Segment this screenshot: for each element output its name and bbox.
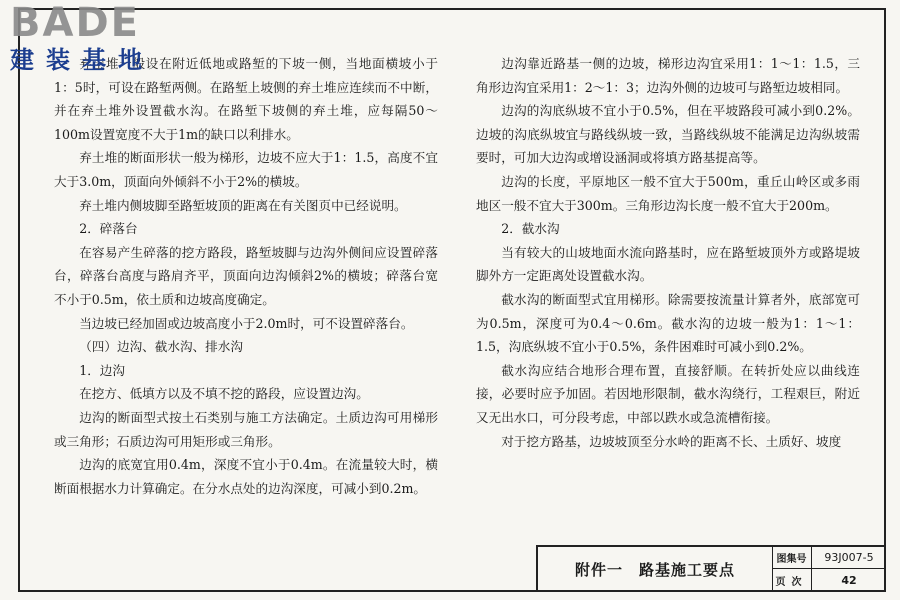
left-text-column <box>54 52 438 500</box>
paragraph: 边沟的底宽宜用0.4m，深度不宜小于0.4m。在流量较大时，横断面根据水力计算确定。在分水点处的边沟深度，可减小到0.2m。 <box>54 457 438 496</box>
paragraph: 在挖方、低填方以及不填不挖的路段，应设置边沟。 <box>79 386 369 402</box>
paragraph: 在容易产生碎落的挖方路段，路堑坡脚与边沟外侧间应设置碎落台，碎落台高度与路肩齐平，顶面向边沟倾斜2%的横坡；碎落台宽不小于0.5m，依土质和边坡高度确定。 <box>54 244 438 307</box>
paragraph: 边沟靠近路基一侧的边坡，梯形边沟宜采用1：1～1：1.5，三角形边沟宜采用1：2～1：3；边沟外侧的边坡可与路堑边坡相同。 <box>476 56 860 95</box>
paragraph: 边沟的沟底纵坡不宜小于0.5%，但在平坡路段可减小到0.2%。边坡的沟底纵坡宜与路线纵坡一致，当路线纵坡不能满足边沟纵坡需要时，可加大边沟或增设涵洞或将填方路基提高等。 <box>476 103 860 166</box>
title-block <box>536 545 886 592</box>
section-heading: 2．截水沟 <box>501 221 560 237</box>
paragraph: 截水沟的断面型式宜用梯形。除需要按流量计算者外，底部宽可为0.5m，深度可为0.4～0.6m。截水沟的边坡一般为1：1～1：1.5，沟底纵坡不宜小于0.5%，条件困难时可减小到0.2%。 <box>476 291 860 355</box>
page-number-value: 42 <box>841 574 857 587</box>
paragraph: 边沟的断面型式按土石类别与施工方法确定。土质边沟可用梯形或三角形；石质边沟可用矩形或三角形。 <box>54 409 438 449</box>
page-number-label: 页次 <box>772 569 812 592</box>
paragraph: 弃土堆的断面形状一般为梯形，边坡不应大于1：1.5，高度不宜大于3.0m，顶面向外倾斜不小于2%的横坡。 <box>54 150 438 189</box>
sheet-title: 附件一 路基施工要点 <box>538 547 773 592</box>
atlas-number-label: 图集号 <box>772 547 812 569</box>
paragraph: 截水沟应结合地形合理布置，直接舒顺。在转折处应以曲线连接，必要时应予加固。若因地形限制，截水沟绕行，工程艰巨，附近又无出水口，可分段考虑，中部以跌水或急流槽衔接。 <box>476 362 860 425</box>
right-text-column <box>476 52 860 453</box>
paragraph: 弃土堆内侧坡脚至路堑坡顶的距离在有关图页中已经说明。 <box>79 197 407 213</box>
atlas-number-value: 93J007-5 <box>812 547 886 569</box>
section-heading: 2．碎落台 <box>79 221 138 237</box>
paragraph: 弃土堆一般设在附近低地或路堑的下坡一侧，当地面横坡小于1：5时，可设在路堑两侧。在路堑上坡侧的弃土堆应连续而不中断，并在弃土堆外设置截水沟。在路堑下坡侧的弃土堆，应每隔50～100m设置宽度不大于1m的缺口以利排水。 <box>54 56 438 142</box>
section-heading: 1．边沟 <box>79 362 125 378</box>
paragraph: 对于挖方路基，边坡坡顶至分水岭的距离不长、土质好、坡度 <box>501 433 842 449</box>
section-heading: （四）边沟、截水沟、排水沟 <box>79 339 243 355</box>
logo-cjk-text: 建装基地 <box>10 46 154 74</box>
paragraph: 当边坡已经加固或边坡高度小于2.0m时，可不设置碎落台。 <box>79 315 414 331</box>
paragraph: 当有较大的山坡地面水流向路基时，应在路堑坡顶外方或路堤坡脚外方一定距离处设置截水沟。 <box>476 244 860 284</box>
logo-latin-text: BADE <box>10 0 140 46</box>
paragraph: 边沟的长度，平原地区一般不宜大于500m，重丘山岭区或多雨地区一般不宜大于300m。三角形边沟长度一般不宜大于200m。 <box>476 173 860 213</box>
watermark-logo <box>10 2 170 80</box>
